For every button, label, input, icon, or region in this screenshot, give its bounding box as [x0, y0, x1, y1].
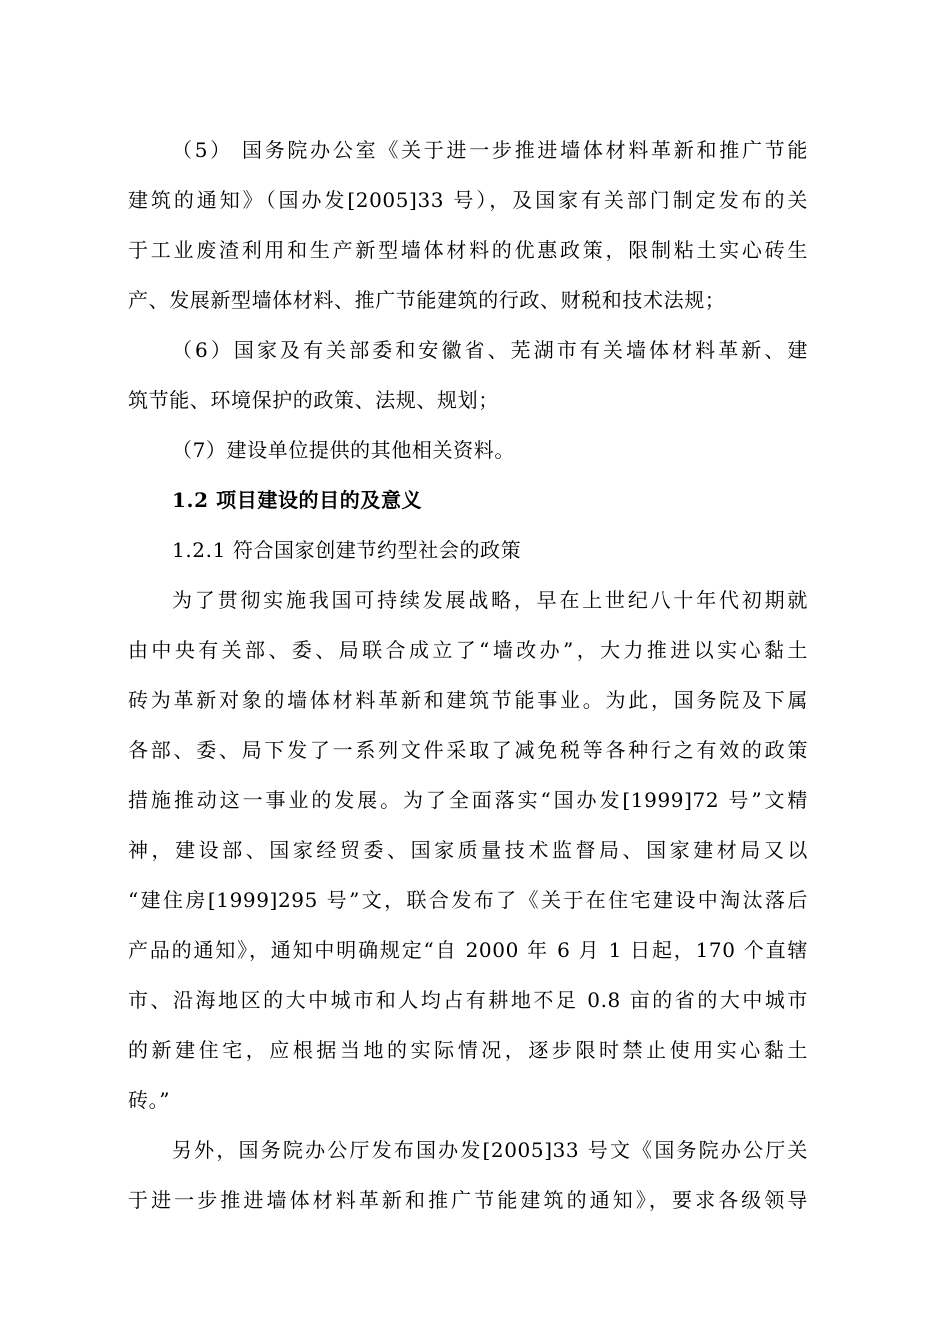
paragraph-policy-line-9: 市、沿海地区的大中城市和人均占有耕地不足 0.8 亩的省的大中城市	[128, 988, 808, 1012]
paragraph-policy-line-10: 的新建住宅，应根据当地的实际情况，逐步限时禁止使用实心黏土	[128, 1038, 808, 1062]
paragraph-policy-line-8: 产品的通知》，通知中明确规定“自 2000 年 6 月 1 日起，170 个直辖	[128, 938, 808, 962]
paragraph-5-line-4: 产、发展新型墙体材料、推广节能建筑的行政、财税和技术法规；	[128, 288, 726, 312]
subsection-heading: 1.2.1 符合国家创建节约型社会的政策	[172, 538, 522, 562]
paragraph-policy-line-11: 砖。”	[128, 1088, 171, 1112]
paragraph-6-line-2: 筑节能、环境保护的政策、法规、规划；	[128, 388, 499, 412]
paragraph-policy-line-5: 措施推动这一事业的发展。为了全面落实“国办发[1999]72 号”文精	[128, 788, 808, 812]
paragraph-7-line-1: （7）建设单位提供的其他相关资料。	[172, 438, 515, 462]
paragraph-policy-line-1: 为了贯彻实施我国可持续发展战略，早在上世纪八十年代初期就	[172, 588, 808, 612]
section-heading: 1.2 项目建设的目的及意义	[172, 488, 423, 512]
paragraph-policy-line-4: 各部、委、局下发了一系列文件采取了减免税等各种行之有效的政策	[128, 738, 808, 762]
paragraph-5-line-3: 于工业废渣利用和生产新型墙体材料的优惠政策，限制粘土实心砖生	[128, 238, 808, 262]
paragraph-5-line-1: （5） 国务院办公室《关于进一步推进墙体材料革新和推广节能	[172, 138, 808, 162]
paragraph-additional-line-2: 于进一步推进墙体材料革新和推广节能建筑的通知》，要求各级领导	[128, 1188, 808, 1212]
paragraph-6-line-1: （6）国家及有关部委和安徽省、芜湖市有关墙体材料革新、建	[172, 338, 808, 362]
paragraph-5-line-2: 建筑的通知》（国办发[2005]33 号），及国家有关部门制定发布的关	[128, 188, 808, 212]
paragraph-policy-line-6: 神，建设部、国家经贸委、国家质量技术监督局、国家建材局又以	[128, 838, 808, 862]
paragraph-policy-line-7: “建住房[1999]295 号”文，联合发布了《关于在住宅建设中淘汰落后	[128, 888, 808, 912]
paragraph-additional-line-1: 另外，国务院办公厅发布国办发[2005]33 号文《国务院办公厅关	[172, 1138, 808, 1162]
paragraph-policy-line-3: 砖为革新对象的墙体材料革新和建筑节能事业。为此，国务院及下属	[128, 688, 808, 712]
paragraph-policy-line-2: 由中央有关部、委、局联合成立了“墙改办”，大力推进以实心黏土	[128, 638, 808, 662]
